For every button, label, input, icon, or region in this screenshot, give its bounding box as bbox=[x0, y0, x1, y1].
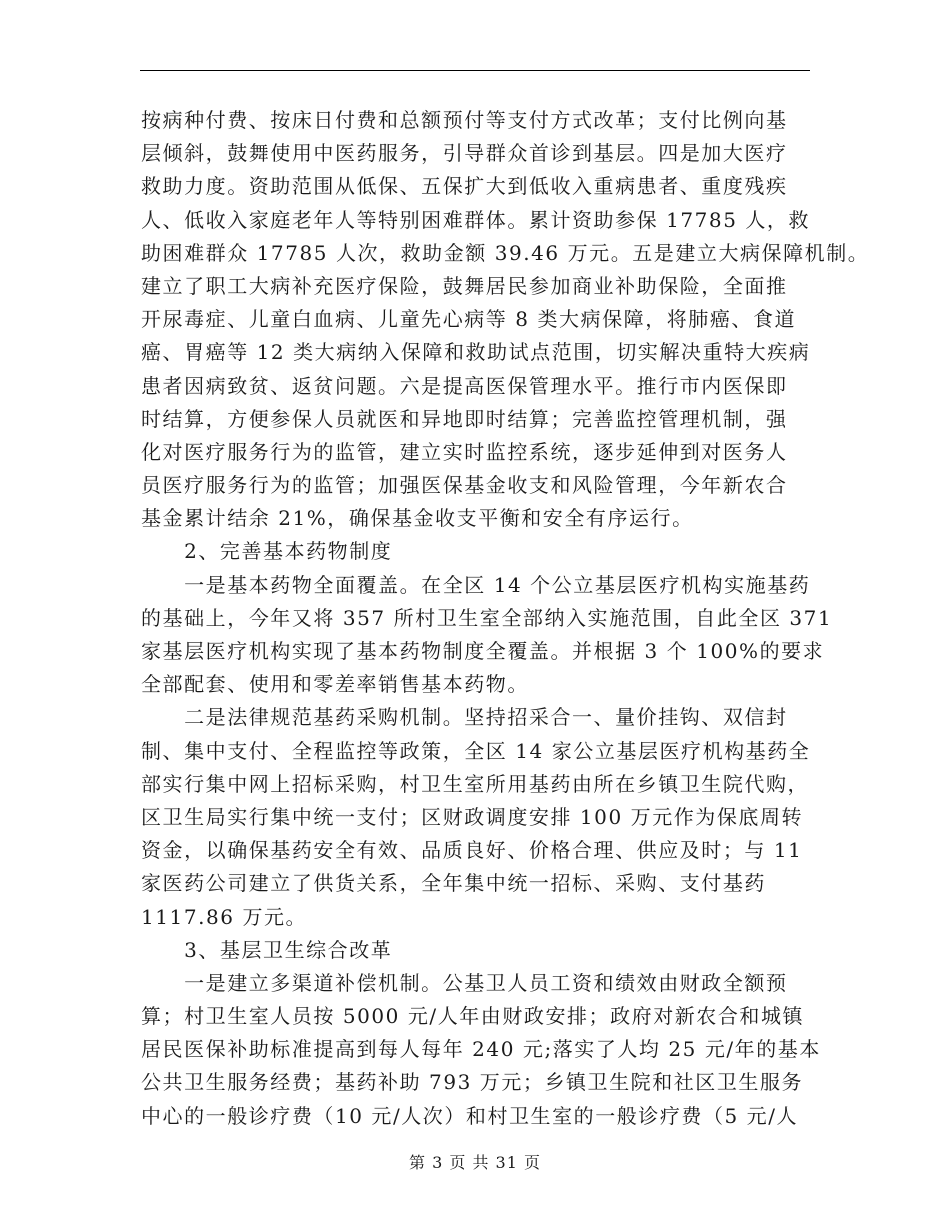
text-line: 一是基本药物全面覆盖。在全区 14 个公立基层医疗机构实施基药 bbox=[141, 572, 811, 597]
text-line: 开尿毒症、儿童白血病、儿童先心病等 8 类大病保障，将肺癌、食道 bbox=[141, 307, 797, 332]
section-heading: 2、完善基本药物制度 bbox=[141, 539, 393, 564]
text-line: 化对医疗服务行为的监管，建立实时监控系统，逐步延伸到对医务人 bbox=[141, 439, 788, 464]
text-line: 建立了职工大病补充医疗保险，鼓舞居民参加商业补助保险，全面推 bbox=[141, 273, 788, 298]
header-rule bbox=[140, 70, 810, 71]
text-line: 层倾斜，鼓舞使用中医药服务，引导群众首诊到基层。四是加大医疗 bbox=[141, 141, 788, 166]
text-line: 癌、胃癌等 12 类大病纳入保障和救助试点范围，切实解决重特大疾病 bbox=[141, 340, 811, 365]
text-line: 中心的一般诊疗费（10 元/人次）和村卫生室的一般诊疗费（5 元/人 bbox=[141, 1103, 799, 1128]
text-line: 区卫生局实行集中统一支付；区财政调度安排 100 万元作为保底周转 bbox=[141, 804, 804, 829]
text-line: 救助力度。资助范围从低保、五保扩大到低收入重病患者、重度残疾 bbox=[141, 174, 788, 199]
section-heading: 3、基层卫生综合改革 bbox=[141, 937, 393, 962]
text-line: 基金累计结余 21%，确保基金收支平衡和安全有序运行。 bbox=[141, 506, 694, 531]
document-body bbox=[141, 104, 870, 1133]
text-line: 公共卫生服务经费；基药补助 793 万元；乡镇卫生院和社区卫生服务 bbox=[141, 1070, 804, 1095]
text-line: 助困难群众 17785 人次，救助金额 39.46 万元。五是建立大病保障机制。 bbox=[141, 240, 870, 265]
text-line: 时结算，方便参保人员就医和异地即时结算；完善监控管理机制，强 bbox=[141, 406, 788, 431]
text-line: 部实行集中网上招标采购，村卫生室所用基药由所在乡镇卫生院代购， bbox=[141, 771, 810, 796]
text-line: 家基层医疗机构实现了基本药物制度全覆盖。并根据 3 个 100%的要求 bbox=[141, 639, 825, 663]
text-line: 按病种付费、按床日付费和总额预付等支付方式改革；支付比例向基 bbox=[141, 108, 788, 132]
text-line: 患者因病致贫、返贫问题。六是提高医保管理水平。推行市内医保即 bbox=[141, 373, 788, 398]
text-line: 一是建立多渠道补偿机制。公基卫人员工资和绩效由财政全额预 bbox=[141, 970, 788, 995]
text-line: 全部配套、使用和零差率销售基本药物。 bbox=[141, 672, 529, 697]
text-line: 算；村卫生室人员按 5000 元/人年由财政安排；政府对新农合和城镇 bbox=[141, 1004, 805, 1029]
text-line: 人、低收入家庭老年人等特别困难群体。累计资助参保 17785 人，救 bbox=[141, 207, 811, 232]
text-line: 居民医保补助标准提高到每人每年 240 元;落实了人均 25 元/年的基本 bbox=[141, 1037, 821, 1062]
text-line: 二是法律规范基药采购机制。坚持招采合一、量价挂钩、双信封 bbox=[141, 705, 788, 730]
page-number: 第 3 页 共 31 页 bbox=[409, 1153, 541, 1172]
text-line: 的基础上，今年又将 357 所村卫生室全部纳入实施范围，自此全区 371 bbox=[141, 605, 833, 630]
text-line: 员医疗服务行为的监管；加强医保基金收支和风险管理，今年新农合 bbox=[141, 473, 788, 498]
text-line: 资金，以确保基药安全有效、品质良好、价格合理、供应及时；与 11 bbox=[141, 838, 803, 863]
text-line: 1117.86 万元。 bbox=[141, 904, 308, 929]
text-line: 家医药公司建立了供货关系，全年集中统一招标、采购、支付基药 bbox=[141, 871, 766, 896]
text-line: 制、集中支付、全程监控等政策，全区 14 家公立基层医疗机构基药全 bbox=[141, 738, 811, 763]
